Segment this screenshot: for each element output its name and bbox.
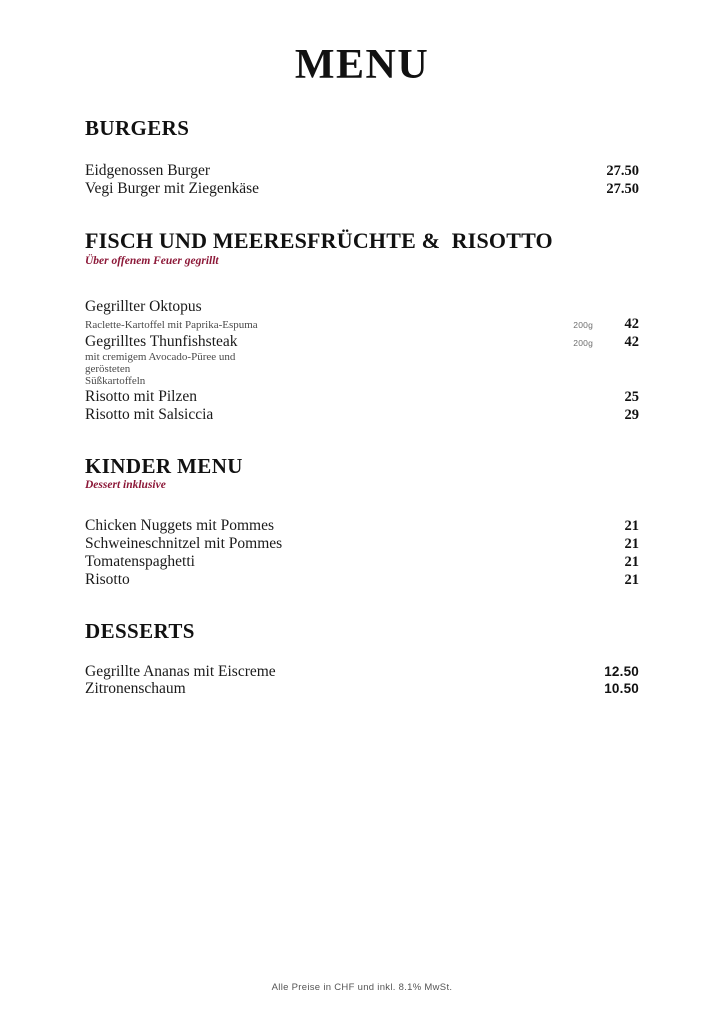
item-price: 27.50: [606, 181, 639, 198]
item-price-group: [561, 334, 639, 351]
section-title: KINDER MENU: [85, 453, 243, 478]
item-price-group: [597, 664, 639, 679]
page-title: MENU: [294, 42, 430, 88]
item-price-group: [597, 407, 639, 424]
section-title: FISCH UND MEERESFRÜCHTE & RISOTTO: [85, 228, 553, 254]
menu-item[interactable]: [85, 388, 639, 406]
item-name-row: [85, 333, 639, 351]
section-desserts: [85, 619, 639, 698]
menu-item[interactable]: [85, 535, 639, 553]
item-name: Risotto: [85, 570, 130, 588]
item-description: [85, 351, 639, 388]
item-price-group: [597, 389, 639, 406]
item-price: 12.50: [604, 663, 639, 679]
footer-note: Alle Preise in CHF und inkl. 8.1% MwSt.: [271, 982, 453, 993]
item-price: 10.50: [604, 681, 639, 697]
item-description-line: mit cremigem Avocado-Püree und: [85, 350, 236, 363]
item-price-group: [597, 681, 639, 696]
menu-item[interactable]: [85, 298, 639, 332]
item-price-group: [597, 163, 639, 180]
section-header-fisch: [85, 228, 639, 268]
item-price: 27.50: [606, 163, 639, 180]
item-name: Gegrillter Oktopus: [85, 298, 202, 316]
section-fisch: [85, 228, 639, 423]
menu-item[interactable]: [85, 663, 639, 680]
item-price: 42: [624, 333, 639, 350]
menu-item[interactable]: [85, 571, 639, 589]
item-list-desserts: [85, 663, 639, 698]
section-subtitle: Über offenem Feuer gegrillt: [85, 254, 219, 267]
section-title: DESSERTS: [85, 618, 195, 643]
item-name: Gegrillte Ananas mit Eiscreme: [85, 662, 276, 680]
item-name: Risotto mit Pilzen: [85, 387, 197, 405]
item-price: 21: [624, 535, 639, 552]
item-weight: 200g: [573, 337, 593, 348]
menu-item[interactable]: [85, 406, 639, 424]
item-price-group: [597, 181, 639, 198]
item-name: Zitronenschaum: [85, 680, 186, 698]
menu-item[interactable]: [85, 333, 639, 388]
menu-item[interactable]: [85, 162, 639, 180]
item-price: 21: [624, 571, 639, 588]
section-subtitle: Dessert inklusive: [85, 478, 166, 491]
menu-content: [85, 116, 639, 697]
item-list-kinder: [85, 517, 639, 589]
item-price: 25: [624, 388, 639, 405]
item-description-line: gerösteten: [85, 363, 131, 376]
item-weight: 200g: [573, 319, 593, 330]
section-title: BURGERS: [85, 116, 190, 141]
menu-item[interactable]: [85, 517, 639, 535]
item-price: 42: [624, 315, 639, 332]
section-header-kinder: [85, 454, 639, 493]
item-price: 21: [624, 517, 639, 534]
item-price: 29: [624, 406, 639, 423]
section-header-burgers: [85, 116, 639, 140]
item-name: Chicken Nuggets mit Pommes: [85, 516, 275, 534]
item-desc-row: [85, 316, 639, 333]
item-price-group: [597, 554, 639, 571]
item-list-burgers: [85, 162, 639, 198]
item-name: Risotto mit Salsiccia: [85, 405, 214, 423]
item-name: Schweineschnitzel mit Pommes: [85, 534, 283, 552]
item-description-line: Süßkartoffeln: [85, 375, 146, 388]
section-burgers: [85, 116, 639, 198]
item-price-group: [597, 536, 639, 553]
menu-item[interactable]: [85, 553, 639, 571]
menu-item[interactable]: [85, 180, 639, 198]
item-name: Tomatenspaghetti: [85, 552, 195, 570]
item-price-group: [597, 572, 639, 589]
item-price-group: [561, 316, 639, 333]
item-name-row: [85, 298, 639, 315]
item-name: Vegi Burger mit Ziegenkäse: [85, 180, 260, 198]
item-description: Raclette-Kartoffel mit Paprika-Espuma: [85, 318, 258, 331]
item-price-group: [597, 518, 639, 535]
item-name: Gegrilltes Thunfishsteak: [85, 332, 238, 350]
section-header-desserts: [85, 619, 639, 643]
item-price: 21: [624, 553, 639, 570]
menu-item[interactable]: [85, 680, 639, 697]
section-kinder: [85, 454, 639, 589]
item-name: Eidgenossen Burger: [85, 162, 210, 180]
item-list-fisch: [85, 298, 639, 423]
